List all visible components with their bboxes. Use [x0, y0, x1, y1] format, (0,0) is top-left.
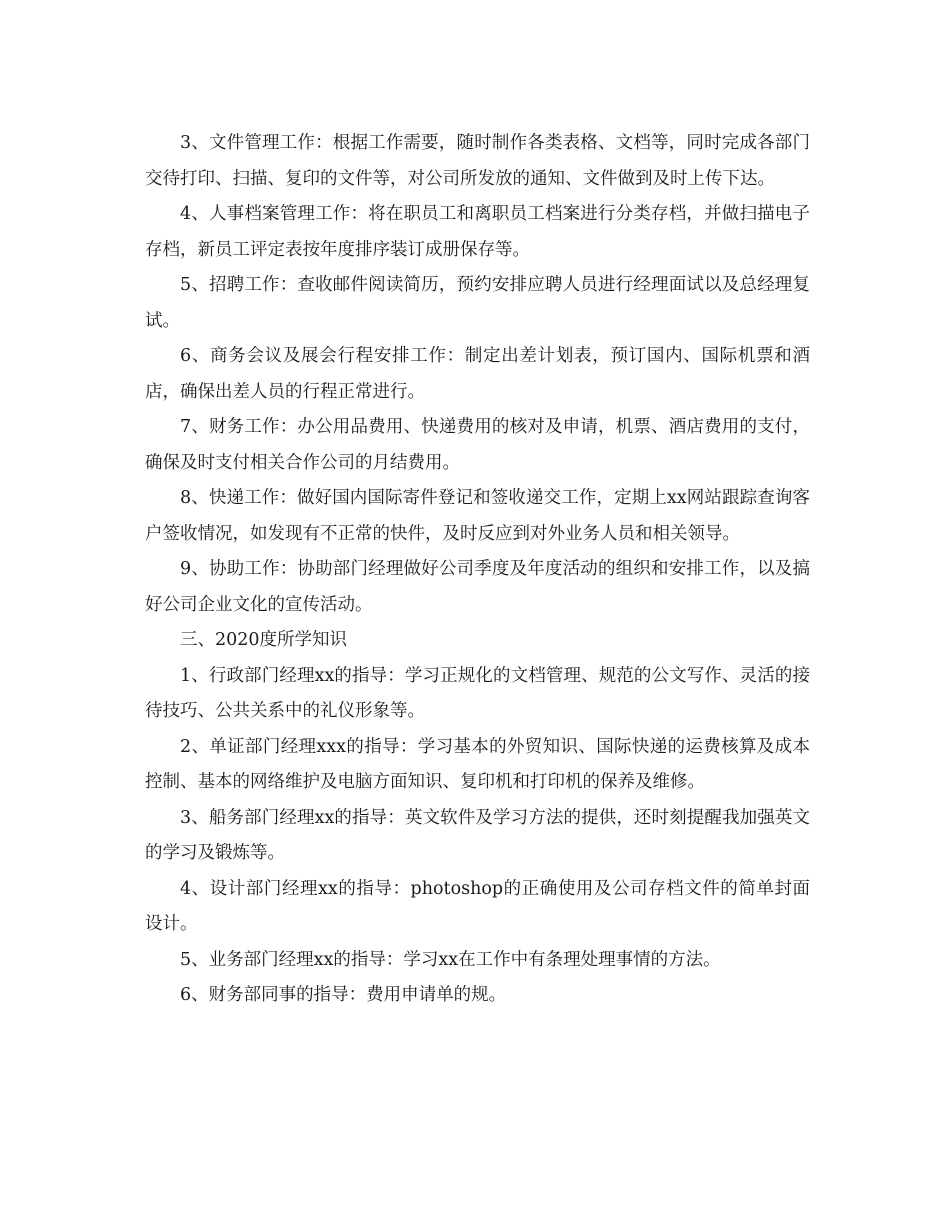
- paragraph-recruitment: 5、招聘工作：查收邮件阅读简历，预约安排应聘人员进行经理面试以及总经理复试。: [145, 275, 810, 331]
- paragraph-design-guidance: 4、设计部门经理xx的指导：photoshop的正确使用及公司存档文件的简单封面设计。: [145, 878, 810, 934]
- paragraph-file-management: 3、文件管理工作：根据工作需要，随时制作各类表格、文档等，同时完成各部门交待打印、扫描、复印的文件等，对公司所发放的通知、文件做到及时上传下达。: [145, 133, 810, 189]
- paragraph-business-travel: 6、商务会议及展会行程安排工作：制定出差计划表，预订国内、国际机票和酒店，确保出差人员的行程正常进行。: [145, 346, 810, 402]
- paragraph-finance: 7、财务工作：办公用品费用、快递费用的核对及申请，机票、酒店费用的支付，确保及时支付相关合作公司的月结费用。: [145, 417, 810, 473]
- paragraph-sales-guidance: 5、业务部门经理xx的指导：学习xx在工作中有条理处理事情的方法。: [180, 949, 721, 970]
- paragraph-express: 8、快递工作：做好国内国际寄件登记和签收递交工作，定期上xx网站跟踪查询客户签收情况，如发现有不正常的快件，及时反应到对外业务人员和相关领导。: [145, 488, 810, 544]
- paragraph-documents-guidance: 2、单证部门经理xxx的指导：学习基本的外贸知识、国际快递的运费核算及成本控制、基本的网络维护及电脑方面知识、复印机和打印机的保养及维修。: [145, 736, 810, 792]
- paragraph-assistance: 9、协助工作：协助部门经理做好公司季度及年度活动的组织和安排工作，以及搞好公司企业文化的宣传活动。: [145, 559, 810, 615]
- paragraph-shipping-guidance: 3、船务部门经理xx的指导：英文软件及学习方法的提供，还时刻提醒我加强英文的学习及锻炼等。: [145, 807, 810, 863]
- paragraph-finance-guidance: 6、财务部同事的指导：费用申请单的规。: [180, 985, 507, 1005]
- paragraph-hr-archives: 4、人事档案管理工作：将在职员工和离职员工档案进行分类存档，并做扫描电子存档，新员工评定表按年度排序装订成册保存等。: [145, 204, 810, 260]
- section-heading-knowledge: 三、2020度所学知识: [180, 630, 348, 650]
- paragraph-admin-guidance: 1、行政部门经理xx的指导：学习正规化的文档管理、规范的公文写作、灵活的接待技巧、公共关系中的礼仪形象等。: [145, 665, 810, 721]
- document-body: [145, 126, 810, 1014]
